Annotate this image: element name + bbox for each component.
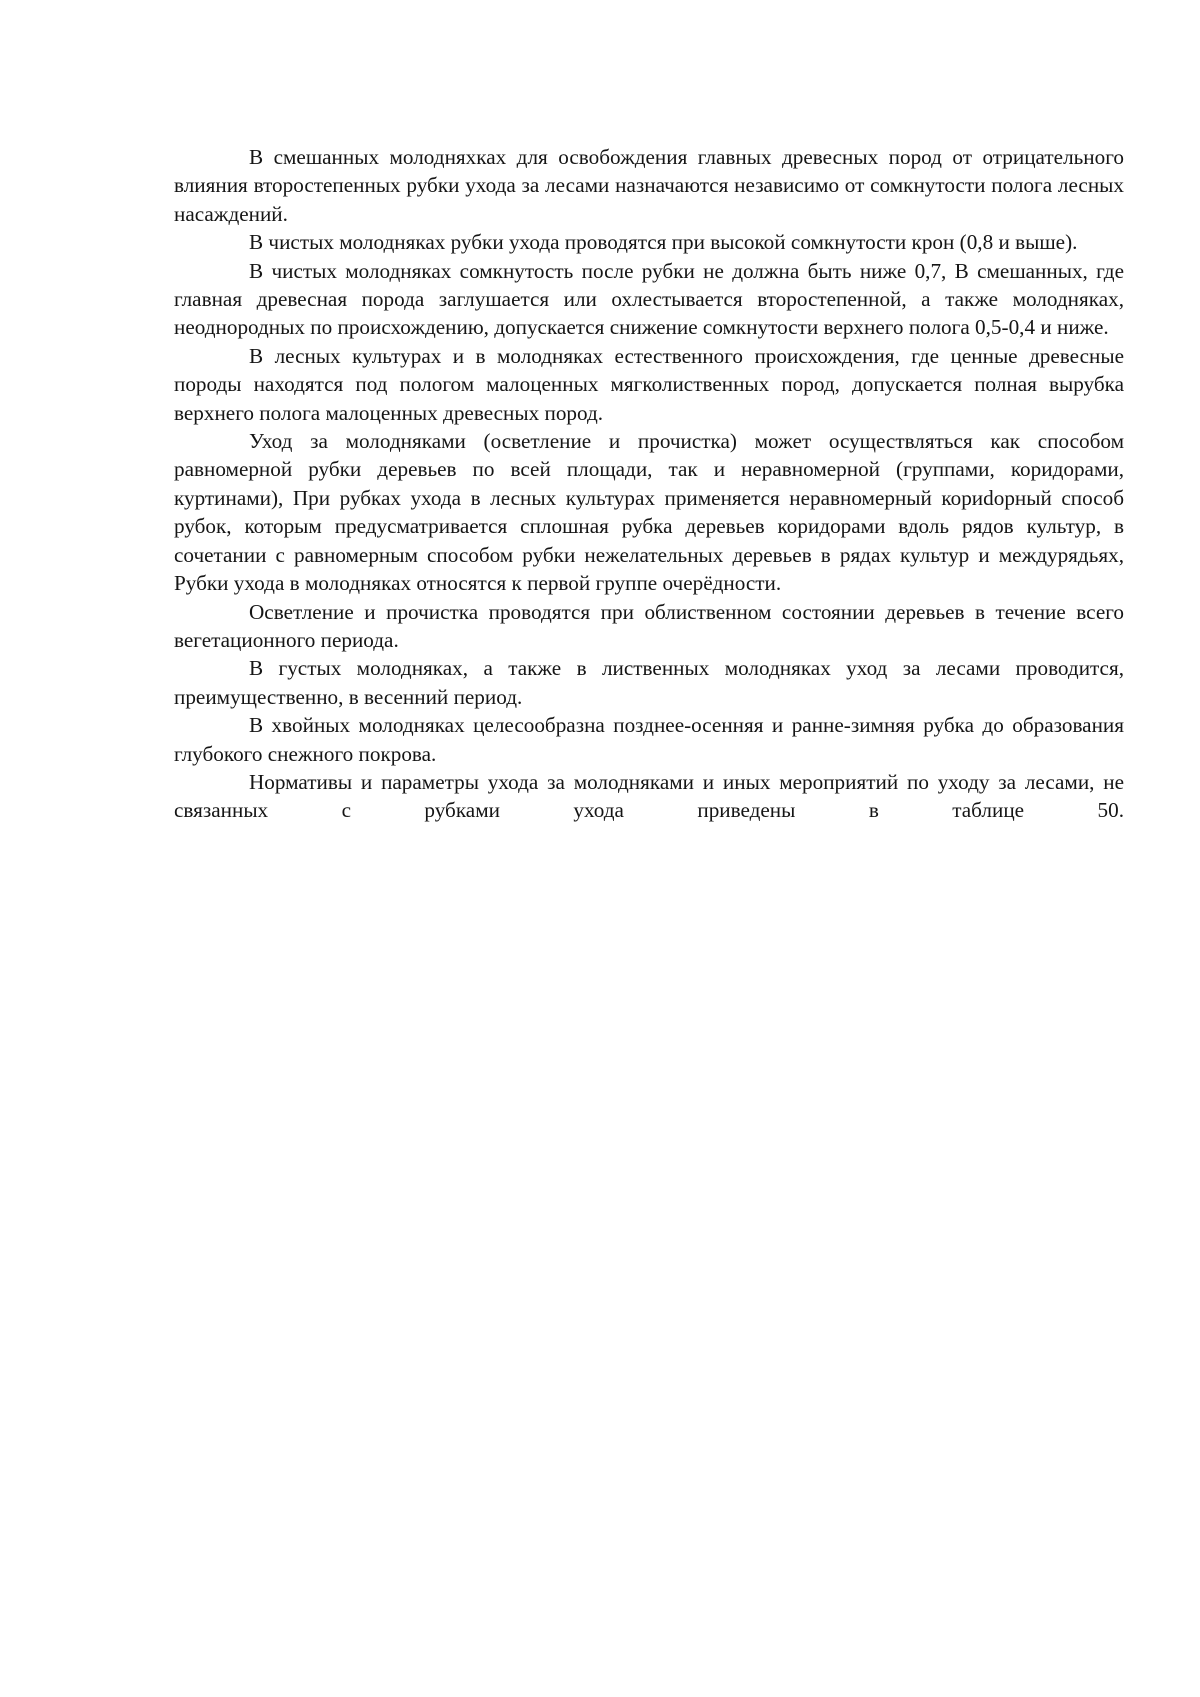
paragraph: Уход за молодняками (осветление и прочистка) может осуществляться как способом равномерной рубки деревьев по всей площади, так и неравномерной (группами, коридорами, куртинами), При рубках ухода в лесных культурах применяется неравномерный кориdорный способ рубок, которым предусматривается сплошная рубка деревьев коридорами вдоль рядов культур, в сочетании с равномерным способом рубки нежелательных деревьев в рядах культур и междурядьях, Рубки ухода в молодняках относятся к первой группе очерёдности. bbox=[174, 429, 1124, 596]
paragraph: В густых молодняках, а также в лиственных молодняках уход за лесами проводится, преимущественно, в весенний период. bbox=[174, 656, 1124, 709]
paragraph: Осветление и прочистка проводятся при облиственном состоянии деревьев в течение всего вегетационного периода. bbox=[174, 599, 1124, 652]
paragraph: В чистых молодняках сомкнутость после рубки не должна быть ниже 0,7, В смешанных, где главная древесная порода заглушается или охлестывается второстепенной, а также молодняках, неоднородных по происхождению, допускается снижение сомкнутости верхнего полога 0,5-0,4 и ниже. bbox=[174, 258, 1124, 340]
document-body bbox=[174, 143, 1124, 825]
paragraph: В хвойных молодняках целесообразна позднее-осенняя и ранне-зимняя рубка до образования глубокого снежного покрова. bbox=[174, 713, 1124, 766]
paragraph: В смешанных молодняхках для освобождения главных древесных пород от отрицательного влияния второстепенных рубки ухода за лесами назначаются независимо от сомкнутости полога лесных насаждений. bbox=[174, 145, 1124, 226]
paragraph: Нормативы и параметры ухода за молодняками и иных мероприятий по уходу за лесами, не связанных с рубками ухода приведены в таблице 50. bbox=[174, 769, 1124, 823]
paragraph: В чистых молодняках рубки ухода проводятся при высокой сомкнутости крон (0,8 и выше). bbox=[249, 230, 1078, 255]
paragraph: В лесных культурах и в молодняках естественного происхождения, где ценные древесные породы находятся под пологом малоценных мягколиственных пород, допускается полная вырубка верхнего полога малоценных древесных пород. bbox=[174, 343, 1124, 425]
